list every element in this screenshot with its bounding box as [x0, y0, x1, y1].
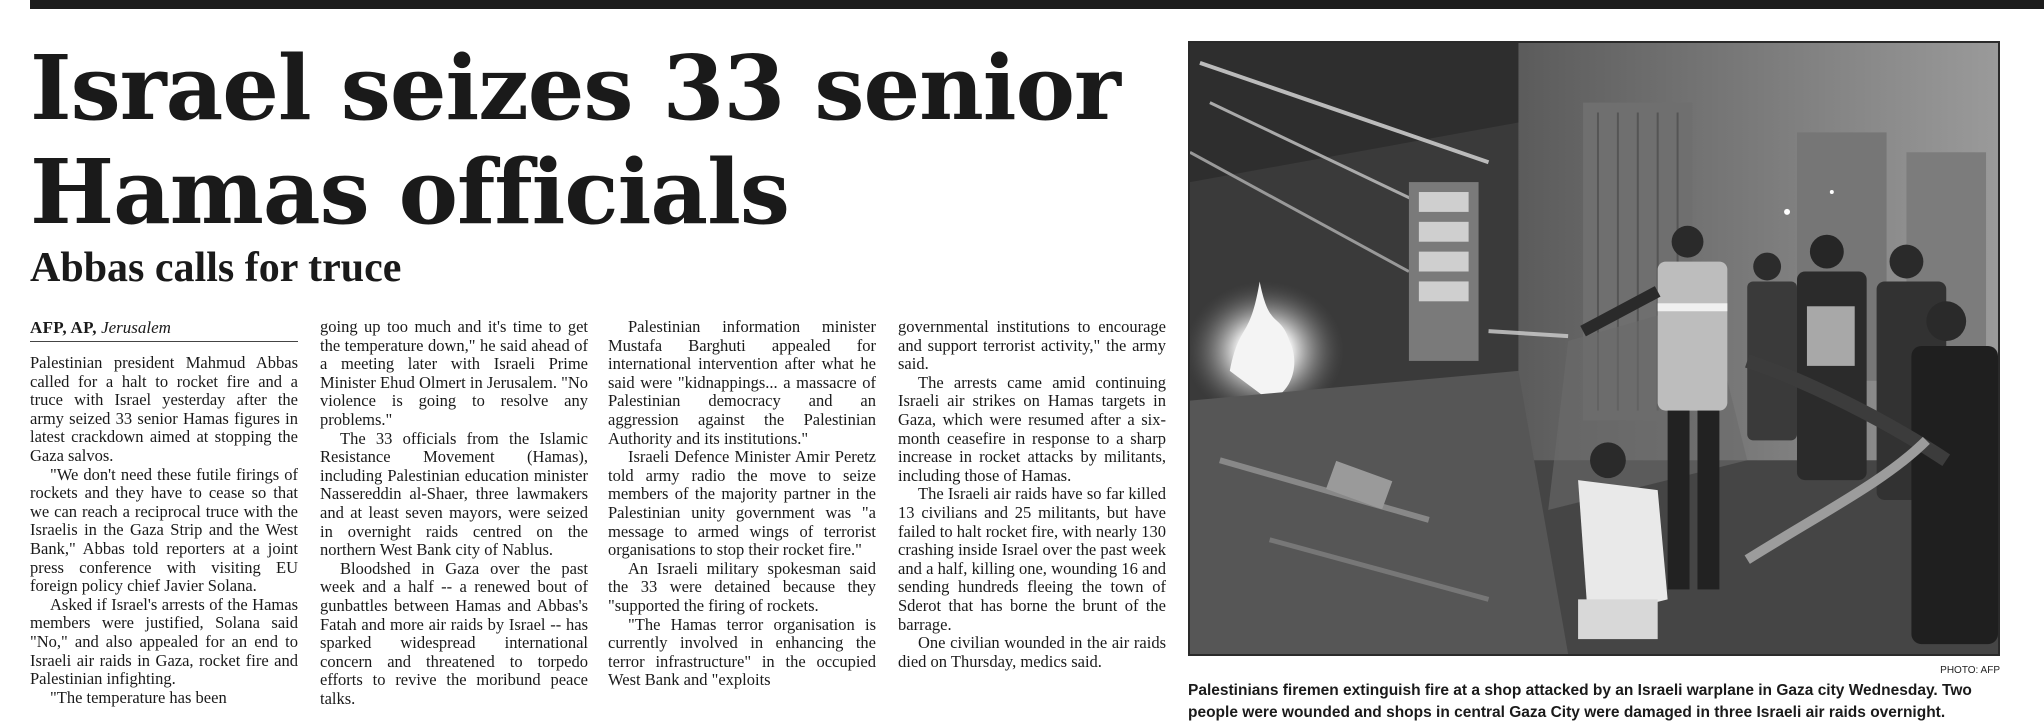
article-paragraph: Israeli Defence Minister Amir Peretz told army radio the move to seize members of the majority partner in the Palestinian unity government was "a message to armed wings of terrorist organisations to stop their rocket fire." [608, 447, 876, 560]
article-paragraph: Palestinian information minister Mustafa Barghuti appealed for international intervention after what he said were "kidnappings... a massacre of Palestinian democracy and an aggression against the Palestinian Authority and its institutions." [608, 317, 876, 448]
subhead: Abbas calls for truce [30, 245, 402, 291]
top-rule [30, 0, 2044, 9]
article-column-4 [898, 318, 1166, 671]
article-paragraph: The arrests came amid continuing Israeli air strikes on Hamas targets in Gaza, which were resumed after a six-month ceasefire in response to a sharp increase in rocket attacks by militants, including those of Hamas. [898, 372, 1166, 485]
byline-rule [30, 341, 298, 342]
byline [30, 318, 298, 338]
photo-caption: Palestinians firemen extinguish fire at a shop attacked by an Israeli warplane in Gaza city Wednesday. Two people were wounded and shops in central Gaza City were damaged in three Israeli air raids overnight. [1188, 682, 1972, 721]
article-paragraph: "The temperature has been [50, 687, 227, 707]
article-column-2 [320, 318, 588, 708]
article-column-1 [30, 354, 298, 707]
article-paragraph: An Israeli military spokesman said the 33 were detained because they "supported the firing of rockets. [608, 558, 876, 615]
article-paragraph: governmental institutions to encourage and support terrorist activity," the army said. [898, 317, 1166, 374]
byline-agency: AFP, AP, [30, 318, 97, 337]
photo-credit: PHOTO: AFP [1940, 665, 2000, 676]
article-paragraph: Bloodshed in Gaza over the past week and a half -- a renewed bout of gunbattles between Hamas and Abbas's Fatah and more air raids by Israel -- has sparked widespread international concern and threatened to torpedo efforts to revive the moribund peace talks. [320, 558, 588, 708]
article-paragraph: Palestinian president Mahmud Abbas called for a halt to rocket fire and a truce with Israel yesterday after the army seized 33 senior Hamas figures in latest crackdown aimed at stopping the Gaza salvos. [30, 353, 298, 465]
article-paragraph: The 33 officials from the Islamic Resistance Movement (Hamas), including Palestinian education minister Nassereddin al-Shaer, three lawmakers and at least seven mayors, were seized in overnight raids centred on the northern West Bank city of Nablus. [320, 428, 588, 560]
article-paragraph: Asked if Israel's arrests of the Hamas members were justified, Solana said "No," and also appealed for an end to Israeli air raids in Gaza, rocket fire and Palestinian infighting. [30, 594, 298, 689]
article-column-3 [608, 318, 876, 690]
article-paragraph: "We don't need these futile firings of rockets and they have to cease so that we can reach a reciprocal truce with the Israelis in the Gaza Strip and the West Bank," Abbas told reporters at a joint press conference with visiting EU foreign policy chief Javier Solana. [30, 464, 298, 596]
article-paragraph: "The Hamas terror organisation is currently involved in enhancing the terror infrastructure" in the occupied West Bank and "exploits [608, 614, 876, 690]
article-paragraph: going up too much and it's time to get the temperature down," he said ahead of a meeting later with Israeli Prime Minister Ehud Olmert in Jerusalem. "No violence is going to resolve any problems." [320, 317, 588, 429]
headline: Israel seizes 33 senior Hamas officials [30, 35, 1120, 244]
news-photo [1188, 41, 2000, 656]
article-paragraph: The Israeli air raids have so far killed 13 civilians and 25 militants, but have failed to halt rocket fire, with nearly 130 crashing inside Israel over the past week and a half, killing one, wounding 16 and sending hundreds fleeing the town of Sderot that has borne the brunt of the barrage. [898, 484, 1166, 634]
article-paragraph: One civilian wounded in the air raids died on Thursday, medics said. [898, 633, 1166, 671]
byline-place: Jerusalem [101, 318, 171, 337]
firefighters-photo-illustration [1190, 43, 1998, 654]
